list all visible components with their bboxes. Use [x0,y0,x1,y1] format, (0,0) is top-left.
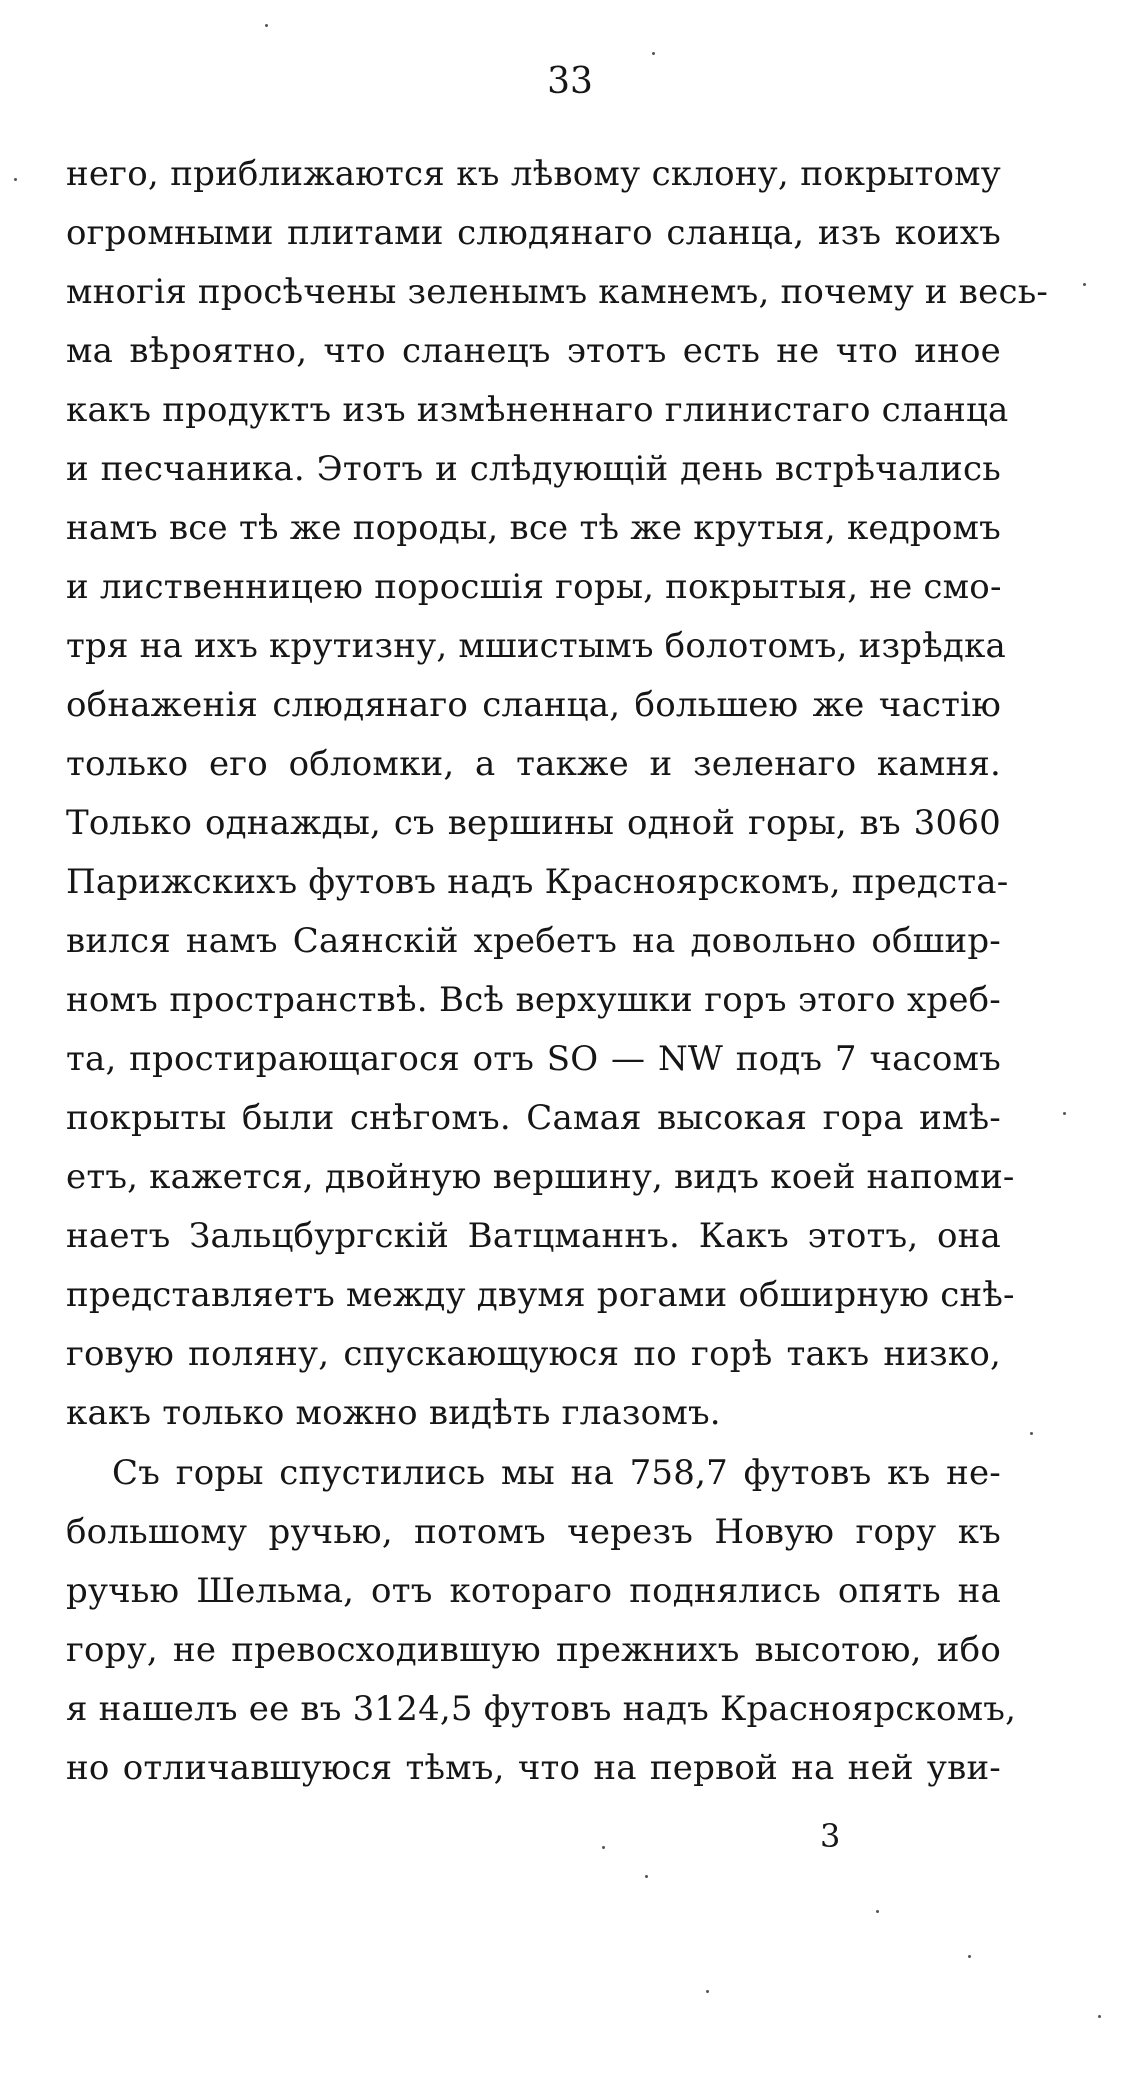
speck [1030,1432,1033,1435]
text-line: Парижскихъ футовъ надъ Красноярскомъ, предста- [66,862,1009,902]
text-line: тря на ихъ крутизну, мшистымъ болотомъ, изрѣдка [66,626,1006,666]
speck [14,178,17,181]
text-line: вился намъ Саянскій хребетъ на довольно обшир- [66,921,1001,961]
text-line: я нашелъ ее въ 3124,5 футовъ надъ Красноярскомъ, [66,1689,1017,1729]
text-line: покрыты были снѣгомъ. Самая высокая гора имѣ- [66,1098,1001,1138]
text-line: та, простирающагося отъ SO — NW подъ 7 часомъ [66,1039,1001,1079]
page-number: 33 [547,61,593,102]
speck [1083,283,1086,286]
speck [876,1910,879,1913]
speck [265,24,268,27]
speck [1063,1112,1066,1115]
paragraph-2 [66,1444,1017,1798]
text-line: Съ горы спустились мы на 758,7 футовъ къ не- [112,1453,1001,1493]
paragraph-1 [66,145,1049,1443]
text-line: етъ, кажется, двойную вершину, видъ коей напоми- [66,1157,1015,1197]
text-line: гору, не превосходившую прежнихъ высотою, ибо [66,1630,1001,1670]
text-line: большому ручью, потомъ черезъ Новую гору къ [66,1512,1001,1552]
speck [652,52,655,55]
text-line: огромными плитами слюдянаго сланца, изъ коихъ [66,213,1001,253]
text-line: какъ продуктъ изъ измѣненнаго глинистаго сланца [66,390,1009,430]
speck [645,1875,648,1878]
text-line: Только однажды, съ вершины одной горы, въ 3060 [66,803,1001,843]
text-line: него, приближаются къ лѣвому склону, покрытому [66,154,1001,194]
text-line: говую поляну, спускающуюся по горѣ такъ низко, [66,1334,1001,1374]
text-line: номъ пространствѣ. Всѣ верхушки горъ этого хреб- [66,980,1001,1020]
text-line: ма вѣроятно, что сланецъ этотъ есть не что иное [66,331,1001,371]
speck [1098,2015,1101,2018]
speck [968,1955,971,1958]
text-line: обнаженія слюдянаго сланца, большею же частію [66,685,1001,725]
speck [602,1846,605,1849]
signature-mark: 3 [820,1817,841,1855]
text-line: представляетъ между двумя рогами обширную снѣ- [66,1275,1015,1315]
text-line: и лиственницею поросшія горы, покрытыя, не смо- [66,567,1002,607]
text-line: какъ только можно видѣть глазомъ. [66,1393,721,1433]
text-line: но отличавшуюся тѣмъ, что на первой на ней уви- [66,1748,1001,1788]
text-line: многія просѣчены зеленымъ камнемъ, почему и весь- [66,272,1049,312]
text-line: и песчаника. Этотъ и слѣдующій день встрѣчались [66,449,1001,489]
text-line: намъ все тѣ же породы, все тѣ же крутыя, кедромъ [66,508,1001,548]
text-line: ручью Шельма, отъ котораго поднялись опять на [66,1571,1001,1611]
text-line: только его обломки, а также и зеленаго камня. [66,744,1001,784]
text-line: наетъ Зальцбургскій Ватцманнъ. Какъ этотъ, она [66,1216,1001,1256]
speck [706,1990,709,1993]
